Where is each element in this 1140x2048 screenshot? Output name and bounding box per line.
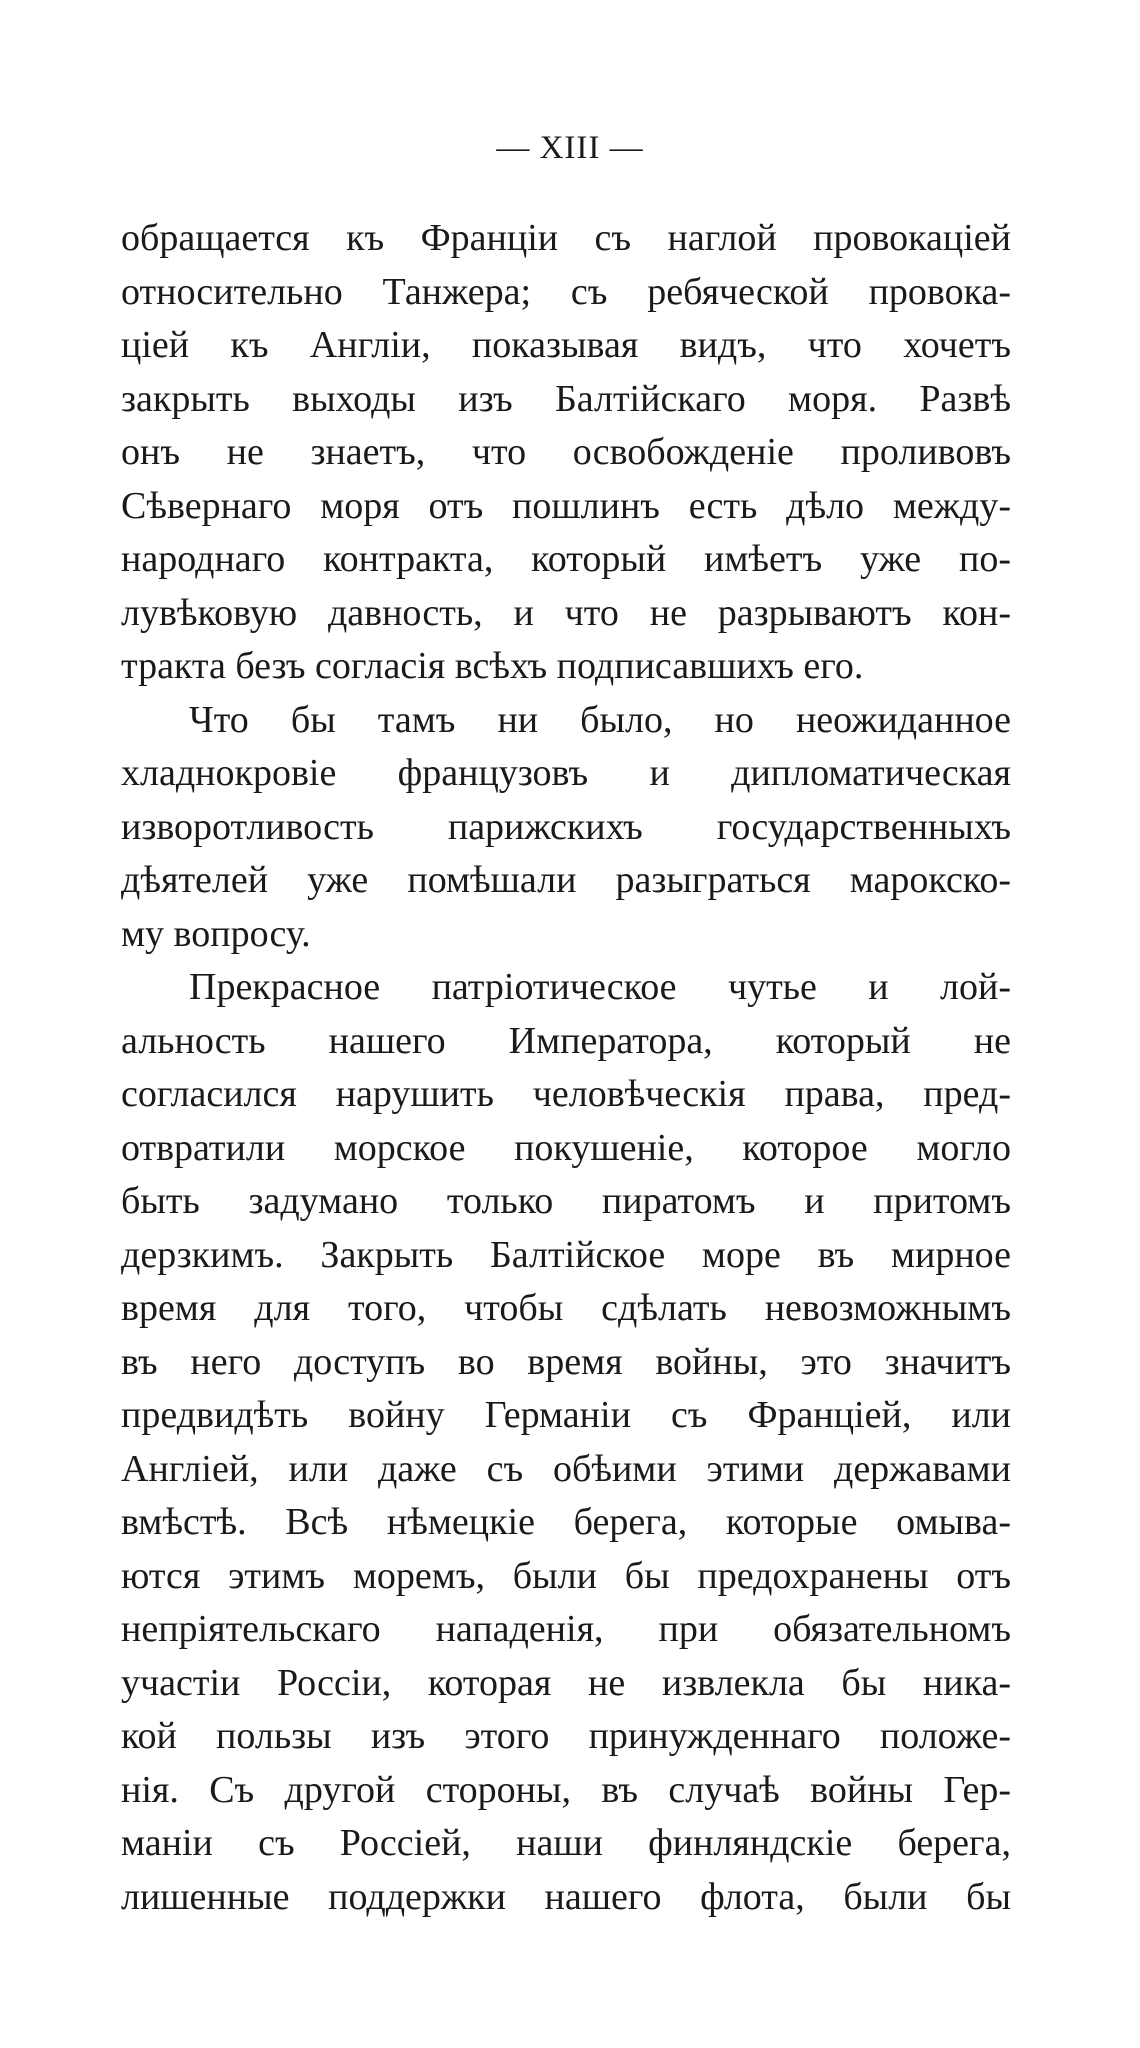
text-line: маніи съ Россіей, наши финляндскіе берега,	[121, 1822, 1011, 1864]
text-line: отвратили морское покушеніе, которое могло	[121, 1126, 1011, 1169]
text-line: участіи Россіи, которая не извлекла бы ника-	[121, 1661, 1011, 1704]
text-line: закрыть выходы изъ Балтійскаго моря. Развѣ	[121, 377, 1011, 420]
text-line: му вопросу.	[121, 912, 311, 955]
text-line: обращается къ Франціи съ наглой провокаціей	[121, 217, 1011, 259]
text-line: кой пользы изъ этого принужденнаго положе-	[121, 1715, 1011, 1757]
text-line: Сѣвернаго моря отъ пошлинъ есть дѣло между-	[121, 484, 1011, 527]
text-line: нія. Съ другой стороны, въ случаѣ войны Гер-	[121, 1768, 1011, 1811]
text-line: онъ не знаетъ, что освобожденіе проливовъ	[121, 431, 1011, 473]
text-line: альность нашего Императора, который не	[121, 1019, 1011, 1062]
text-line: хладнокровіе французовъ и дипломатическая	[121, 752, 1011, 794]
page-number: — XIII —	[496, 130, 644, 166]
text-line: дѣятелей уже помѣшали разыграться марокско-	[121, 859, 1011, 901]
text-line: въ него доступъ во время войны, это значитъ	[121, 1340, 1011, 1383]
paragraph-3	[121, 961, 1011, 1924]
text-line: народнаго контракта, который имѣетъ уже по-	[121, 538, 1011, 580]
text-line: относительно Танжера; съ ребяческой провока-	[121, 270, 1011, 313]
text-line: быть задумано только пиратомъ и притомъ	[121, 1180, 1011, 1222]
text-line: лишенные поддержки нашего флота, были бы	[121, 1875, 1011, 1918]
text-line: ціей къ Англіи, показывая видъ, что хочетъ	[121, 324, 1011, 366]
text-line: время для того, чтобы сдѣлать невозможнымъ	[121, 1287, 1011, 1329]
text-line: изворотливость парижскихъ государственныхъ	[121, 805, 1011, 848]
text-line: предвидѣть войну Германіи съ Франціей, или	[121, 1394, 1011, 1436]
paragraph-2	[121, 694, 1011, 962]
paragraph-1	[121, 212, 1011, 694]
text-line: Прекрасное патріотическое чутье и лой-	[189, 966, 1011, 1008]
text-line: дерзкимъ. Закрыть Балтійское море въ мирное	[121, 1233, 1011, 1276]
text-line: Что бы тамъ ни было, но неожиданное	[189, 698, 1011, 741]
text-line: лувѣковую давность, и что не разрываютъ кон-	[121, 591, 1011, 634]
text-line: ются этимъ моремъ, были бы предохранены отъ	[121, 1554, 1011, 1597]
text-line: вмѣстѣ. Всѣ нѣмецкіе берега, которые омыва-	[121, 1501, 1011, 1543]
text-line: непріятельскаго нападенія, при обязательномъ	[121, 1608, 1011, 1650]
body-text	[121, 212, 1011, 1924]
text-line: Англіей, или даже съ обѣими этими державами	[121, 1447, 1011, 1490]
text-line: согласился нарушить человѣческія права, пред-	[121, 1073, 1011, 1115]
text-line: тракта безъ согласія всѣхъ подписавшихъ его.	[121, 645, 864, 687]
